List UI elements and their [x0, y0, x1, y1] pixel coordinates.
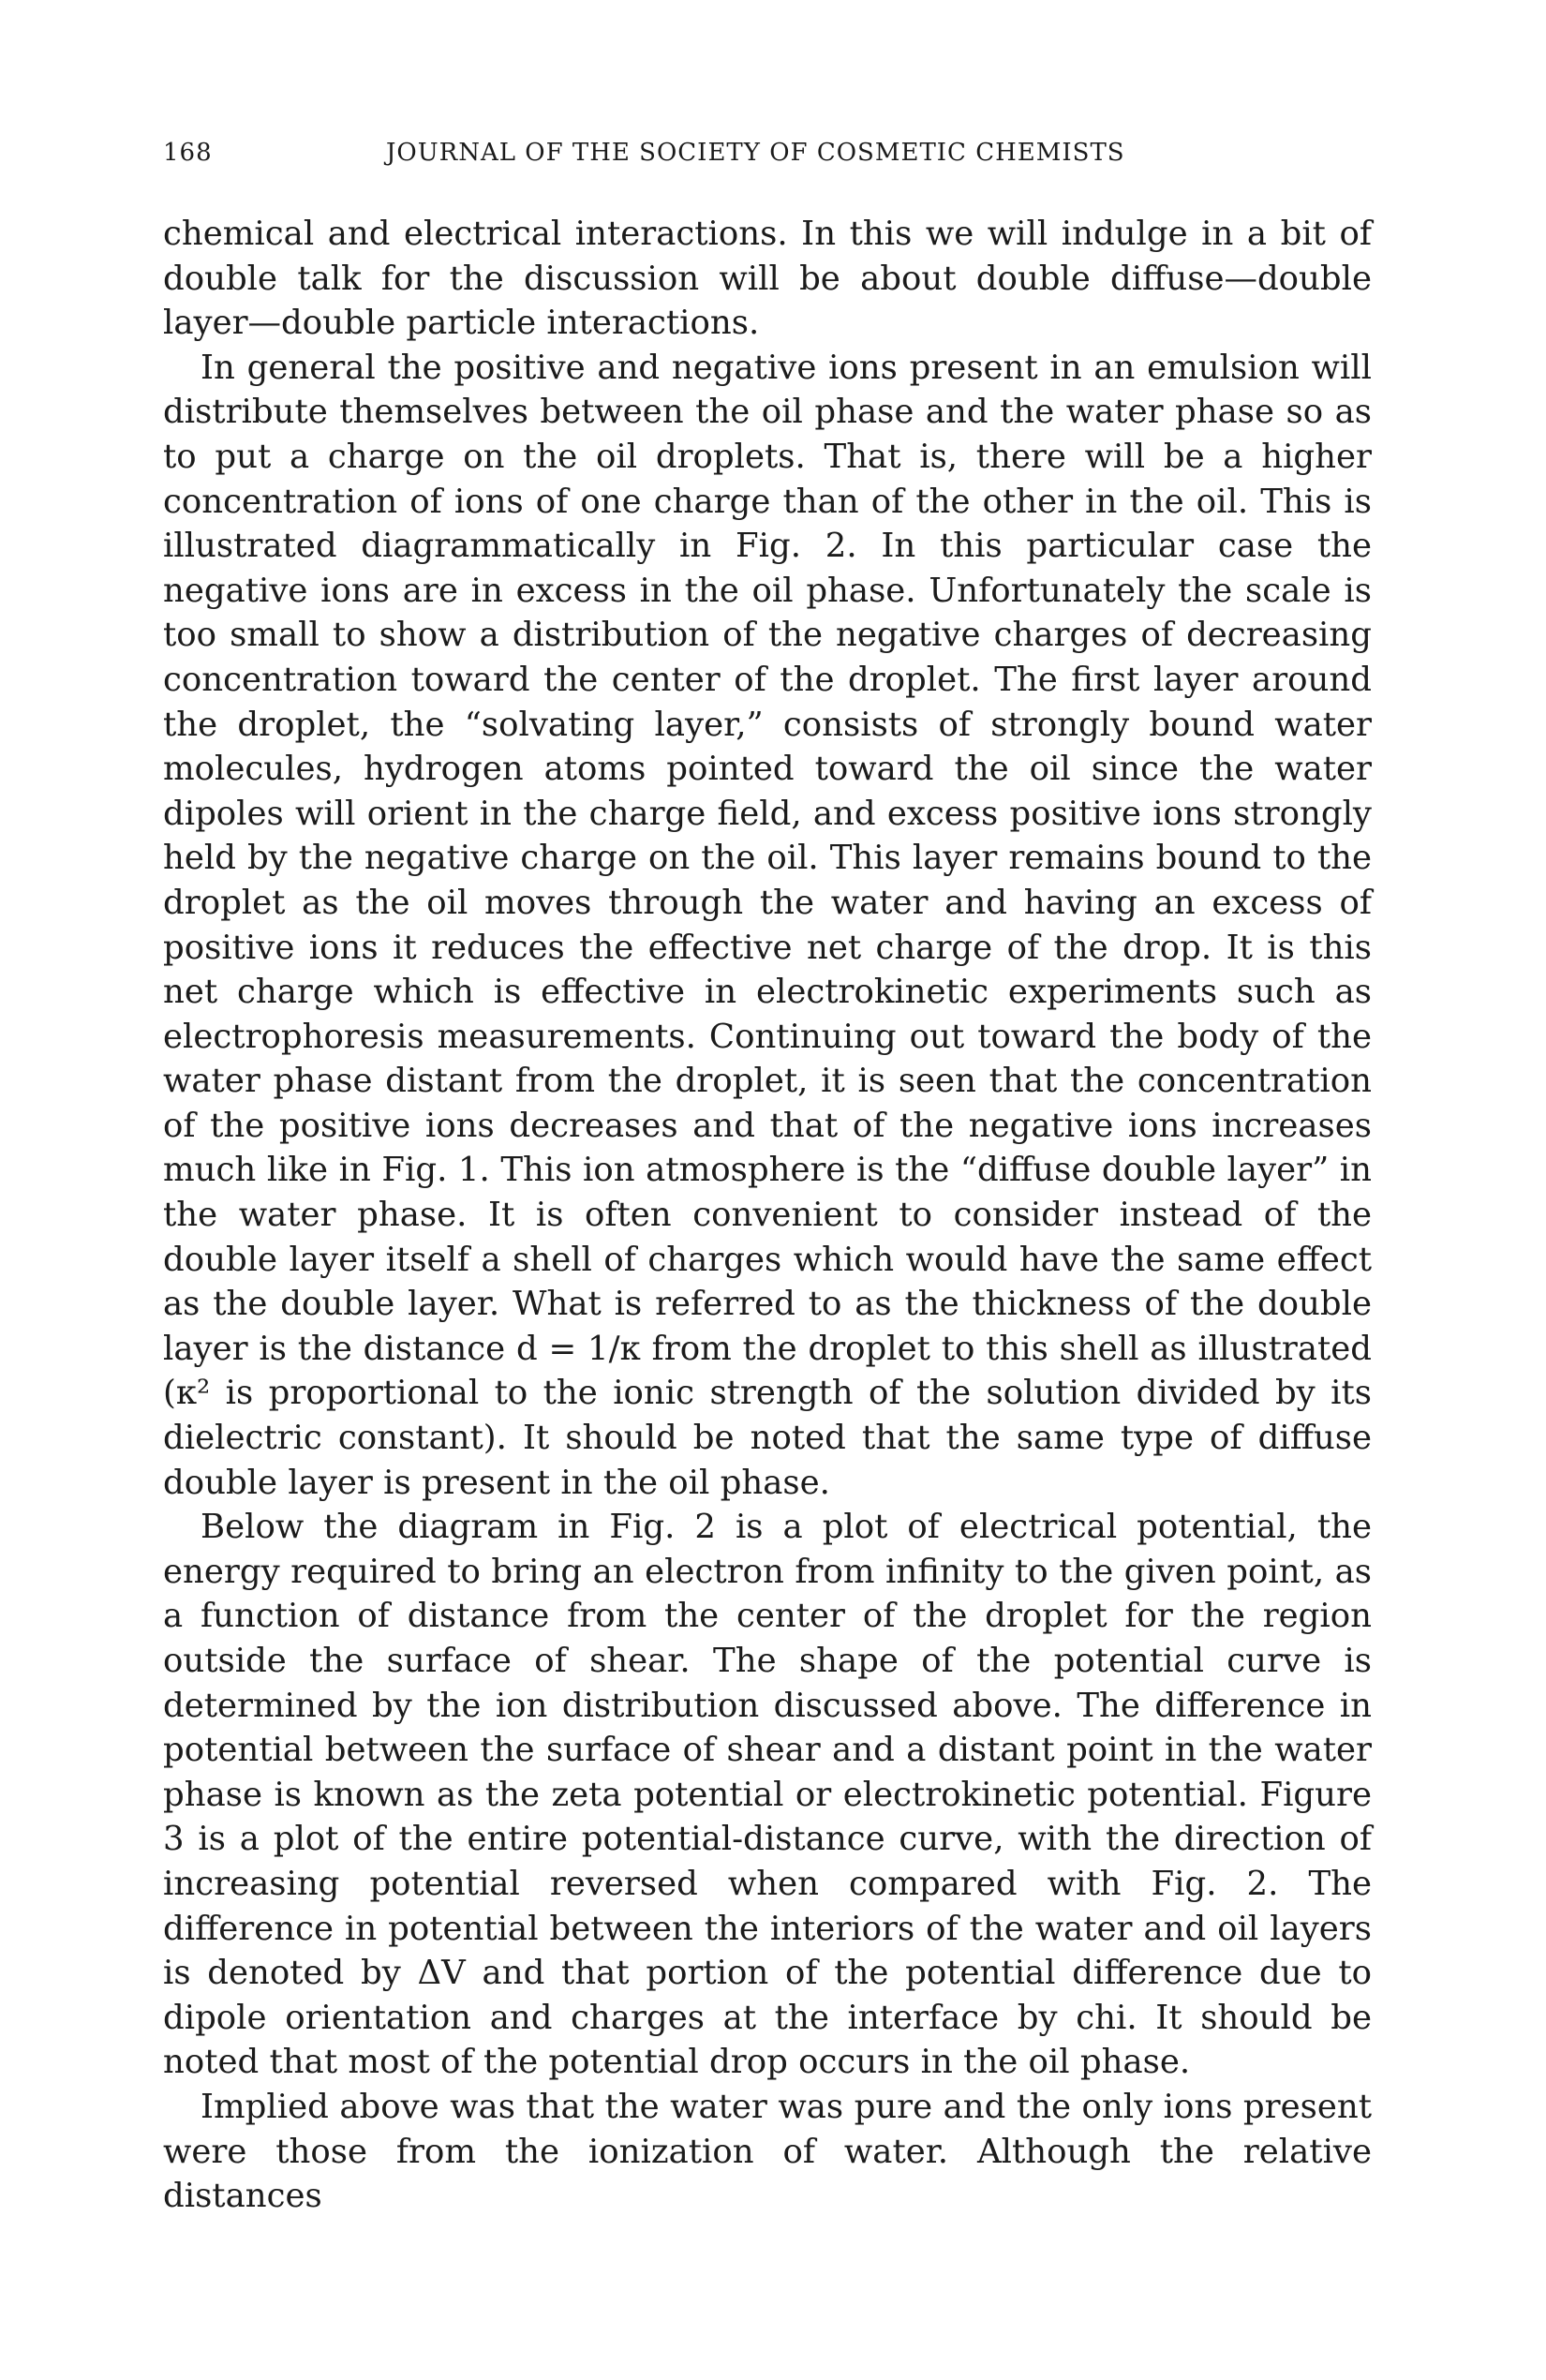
page-number: 168 [163, 139, 213, 167]
paragraph-continuation: chemical and electrical interactions. In this we will indulge in a bit of double talk for the discussion will be about double diffuse—double layer—double particle interactions. [163, 215, 1372, 343]
paragraph-potential-plot: Below the diagram in Fig. 2 is a plot of electrical potential, the energy required to bring an electron from infinity to the given point, as a function of distance from the center of the droplet for the region outside the surface of shear. The shape of the potential curve is determined by the ion distribution discussed above. The difference in potential between the surface of shear and a distant point in the water phase is known as the zeta potential or electrokinetic potential. Figure 3 is a plot of the entire potential-distance curve, with the direction of increasing potential reversed when compared with Fig. 2. The difference in potential between the interiors of the water and oil layers is denoted by ΔV and that portion of the potential difference due to dipole orientation and charges at the interface by chi. It should be noted that most of the potential drop occurs in the oil phase. [163, 1508, 1372, 2082]
journal-title: JOURNAL OF THE SOCIETY OF COSMETIC CHEMISTS [386, 139, 1125, 167]
paragraph-ion-distribution: In general the positive and negative ions present in an emulsion will distribute themselves between the oil phase and the water phase so as to put a charge on the oil droplets. That is, there will be a higher concentration of ions of one charge than of the other in the oil. This is illustrated diagrammatically in Fig. 2. In this particular case the negative ions are in excess in the oil phase. Unfortunately the scale is too small to show a distribution of the negative charges of decreasing concentration toward the center of the droplet. The first layer around the droplet, the “solvating layer,” consists of strongly bound water molecules, hydrogen atoms pointed toward the oil since the water dipoles will orient in the charge field, and excess positive ions strongly held by the negative charge on the oil. This layer remains bound to the droplet as the oil moves through the water and having an excess of positive ions it reduces the effective net charge of the drop. It is this net charge which is effective in electrokinetic experiments such as electrophoresis measurements. Continuing out toward the body of the water phase distant from the droplet, it is seen that the concentration of the positive ions decreases and that of the negative ions increases much like in Fig. 1. This ion atmosphere is the “diffuse double layer” in the water phase. It is often convenient to consider instead of the double layer itself a shell of charges which would have the same effect as the double layer. What is referred to as the thickness of the double layer is the distance d = 1/κ from the droplet to this shell as illustrated (κ² is proportional to the ionic strength of the solution divided by its dielectric constant). It should be noted that the same type of diffuse double layer is present in the oil phase. [163, 348, 1372, 1502]
running-head [163, 139, 1381, 176]
paragraph-pure-water: Implied above was that the water was pure and the only ions present were those from the ionization of water. Although the relative distances [163, 2087, 1372, 2216]
article-body [163, 212, 1372, 2219]
